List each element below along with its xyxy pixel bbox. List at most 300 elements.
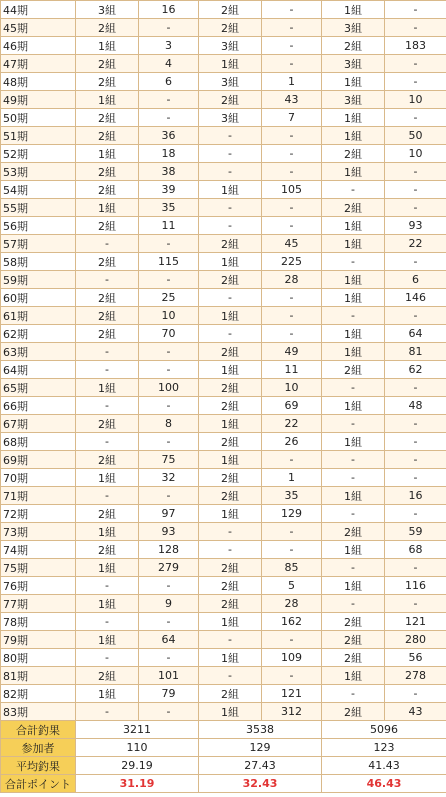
table-row (1, 163, 446, 181)
team-c-group-cell: 2組 (322, 199, 385, 217)
team-b-group-cell: 3組 (199, 37, 262, 55)
period-cell: 49期 (1, 91, 76, 109)
team-a-group-cell: 2組 (76, 451, 139, 469)
team-c-group-cell: 1組 (322, 289, 385, 307)
period-cell: 62期 (1, 325, 76, 343)
team-a-group-cell: - (76, 613, 139, 631)
summary-row (1, 757, 446, 775)
team-a-catch-cell: 279 (139, 559, 199, 577)
team-b-catch-cell: 312 (262, 703, 322, 721)
team-c-catch-cell: 56 (385, 649, 446, 667)
period-cell: 56期 (1, 217, 76, 235)
team-c-group-cell: 1組 (322, 109, 385, 127)
team-b-catch-cell: - (262, 325, 322, 343)
team-b-group-cell: 2組 (199, 1, 262, 19)
team-a-catch-cell: 100 (139, 379, 199, 397)
period-cell: 61期 (1, 307, 76, 325)
team-a-group-cell: 2組 (76, 127, 139, 145)
team-b-group-cell: - (199, 667, 262, 685)
team-b-group-cell: 1組 (199, 703, 262, 721)
summary-value-c: 5096 (322, 721, 446, 739)
period-cell: 60期 (1, 289, 76, 307)
team-c-catch-cell: 64 (385, 325, 446, 343)
team-a-catch-cell: 35 (139, 199, 199, 217)
summary-row (1, 775, 446, 793)
team-b-catch-cell: 85 (262, 559, 322, 577)
team-c-catch-cell: 121 (385, 613, 446, 631)
team-c-group-cell: - (322, 451, 385, 469)
table-row (1, 415, 446, 433)
table-row (1, 109, 446, 127)
team-b-group-cell: 2組 (199, 343, 262, 361)
summary-value-b: 129 (199, 739, 322, 757)
table-row (1, 145, 446, 163)
period-cell: 58期 (1, 253, 76, 271)
table-row (1, 325, 446, 343)
team-b-catch-cell: - (262, 289, 322, 307)
period-cell: 48期 (1, 73, 76, 91)
period-cell: 50期 (1, 109, 76, 127)
team-b-catch-cell: 28 (262, 595, 322, 613)
team-c-catch-cell: 146 (385, 289, 446, 307)
team-a-catch-cell: - (139, 235, 199, 253)
summary-value-b: 3538 (199, 721, 322, 739)
team-b-group-cell: 1組 (199, 415, 262, 433)
period-cell: 63期 (1, 343, 76, 361)
team-b-catch-cell: 35 (262, 487, 322, 505)
team-c-catch-cell: - (385, 451, 446, 469)
team-b-group-cell: - (199, 541, 262, 559)
team-b-group-cell: 2組 (199, 433, 262, 451)
team-c-catch-cell: 116 (385, 577, 446, 595)
team-b-catch-cell: 121 (262, 685, 322, 703)
team-c-group-cell: - (322, 595, 385, 613)
summary-value-a: 110 (76, 739, 199, 757)
table-row (1, 505, 446, 523)
period-cell: 52期 (1, 145, 76, 163)
team-a-group-cell: 2組 (76, 667, 139, 685)
team-b-group-cell: 1組 (199, 181, 262, 199)
team-c-group-cell: 2組 (322, 523, 385, 541)
team-b-catch-cell: 11 (262, 361, 322, 379)
team-c-group-cell: - (322, 307, 385, 325)
team-c-group-cell: 1組 (322, 217, 385, 235)
period-cell: 54期 (1, 181, 76, 199)
period-cell: 70期 (1, 469, 76, 487)
team-b-group-cell: 2組 (199, 379, 262, 397)
period-cell: 51期 (1, 127, 76, 145)
team-b-group-cell: - (199, 289, 262, 307)
period-cell: 74期 (1, 541, 76, 559)
summary-row (1, 721, 446, 739)
table-row (1, 595, 446, 613)
team-a-group-cell: - (76, 433, 139, 451)
table-row (1, 433, 446, 451)
team-c-catch-cell: - (385, 181, 446, 199)
period-cell: 66期 (1, 397, 76, 415)
team-a-catch-cell: 38 (139, 163, 199, 181)
team-a-group-cell: 1組 (76, 523, 139, 541)
team-a-catch-cell: 93 (139, 523, 199, 541)
team-c-group-cell: - (322, 415, 385, 433)
team-c-group-cell: - (322, 505, 385, 523)
team-a-catch-cell: 64 (139, 631, 199, 649)
team-a-catch-cell: 4 (139, 55, 199, 73)
team-b-catch-cell: - (262, 127, 322, 145)
period-cell: 69期 (1, 451, 76, 469)
team-c-group-cell: 2組 (322, 361, 385, 379)
team-b-catch-cell: - (262, 199, 322, 217)
period-cell: 67期 (1, 415, 76, 433)
team-b-group-cell: - (199, 217, 262, 235)
team-c-catch-cell: 59 (385, 523, 446, 541)
team-b-catch-cell: - (262, 217, 322, 235)
team-a-catch-cell: - (139, 343, 199, 361)
table-row (1, 235, 446, 253)
table-row (1, 307, 446, 325)
team-c-group-cell: 1組 (322, 325, 385, 343)
table-row (1, 649, 446, 667)
period-cell: 81期 (1, 667, 76, 685)
team-a-group-cell: - (76, 487, 139, 505)
team-a-group-cell: 2組 (76, 73, 139, 91)
team-b-group-cell: 2組 (199, 685, 262, 703)
team-c-group-cell: 3組 (322, 55, 385, 73)
team-c-catch-cell: 280 (385, 631, 446, 649)
team-a-catch-cell: 3 (139, 37, 199, 55)
team-a-catch-cell: 128 (139, 541, 199, 559)
period-cell: 79期 (1, 631, 76, 649)
team-b-group-cell: 1組 (199, 613, 262, 631)
summary-value-c: 46.43 (322, 775, 446, 793)
team-a-group-cell: - (76, 577, 139, 595)
team-b-catch-cell: 69 (262, 397, 322, 415)
team-a-catch-cell: 9 (139, 595, 199, 613)
period-cell: 45期 (1, 19, 76, 37)
team-a-group-cell: 2組 (76, 541, 139, 559)
period-cell: 77期 (1, 595, 76, 613)
team-b-catch-cell: - (262, 163, 322, 181)
team-a-group-cell: 2組 (76, 289, 139, 307)
team-b-group-cell: 2組 (199, 91, 262, 109)
team-c-catch-cell: 48 (385, 397, 446, 415)
team-a-catch-cell: 75 (139, 451, 199, 469)
team-a-catch-cell: 97 (139, 505, 199, 523)
team-b-group-cell: 3組 (199, 109, 262, 127)
period-cell: 75期 (1, 559, 76, 577)
team-c-catch-cell: 81 (385, 343, 446, 361)
team-a-catch-cell: - (139, 397, 199, 415)
team-a-catch-cell: 6 (139, 73, 199, 91)
table-row (1, 199, 446, 217)
team-c-catch-cell: - (385, 379, 446, 397)
period-cell: 72期 (1, 505, 76, 523)
table-row (1, 703, 446, 721)
team-c-catch-cell: 10 (385, 91, 446, 109)
table-row (1, 181, 446, 199)
team-b-group-cell: 2組 (199, 235, 262, 253)
team-b-catch-cell: - (262, 523, 322, 541)
team-b-catch-cell: 49 (262, 343, 322, 361)
period-cell: 80期 (1, 649, 76, 667)
team-b-catch-cell: - (262, 19, 322, 37)
team-b-group-cell: 2組 (199, 397, 262, 415)
team-b-catch-cell: 26 (262, 433, 322, 451)
team-c-catch-cell: 22 (385, 235, 446, 253)
team-b-catch-cell: - (262, 631, 322, 649)
summary-value-b: 27.43 (199, 757, 322, 775)
team-b-group-cell: 2組 (199, 595, 262, 613)
team-b-group-cell: 1組 (199, 649, 262, 667)
team-a-catch-cell: - (139, 109, 199, 127)
summary-value-c: 41.43 (322, 757, 446, 775)
team-a-catch-cell: - (139, 91, 199, 109)
team-b-catch-cell: - (262, 145, 322, 163)
team-b-group-cell: - (199, 325, 262, 343)
team-b-catch-cell: 7 (262, 109, 322, 127)
period-cell: 64期 (1, 361, 76, 379)
team-c-catch-cell: - (385, 595, 446, 613)
team-c-group-cell: - (322, 469, 385, 487)
table-row (1, 55, 446, 73)
table-row (1, 289, 446, 307)
team-b-catch-cell: - (262, 541, 322, 559)
team-c-catch-cell: - (385, 109, 446, 127)
results-table-body (1, 1, 446, 721)
period-cell: 65期 (1, 379, 76, 397)
team-a-group-cell: 1組 (76, 199, 139, 217)
team-a-group-cell: 1組 (76, 91, 139, 109)
period-cell: 76期 (1, 577, 76, 595)
team-a-group-cell: 2組 (76, 19, 139, 37)
team-b-group-cell: - (199, 631, 262, 649)
team-c-group-cell: 2組 (322, 631, 385, 649)
team-a-catch-cell: - (139, 487, 199, 505)
team-a-group-cell: 3組 (76, 1, 139, 19)
team-b-catch-cell: 5 (262, 577, 322, 595)
team-b-group-cell: 1組 (199, 307, 262, 325)
table-row (1, 361, 446, 379)
team-a-catch-cell: 8 (139, 415, 199, 433)
team-c-catch-cell: 10 (385, 145, 446, 163)
team-a-group-cell: - (76, 235, 139, 253)
team-b-catch-cell: - (262, 667, 322, 685)
team-c-catch-cell: - (385, 469, 446, 487)
team-c-catch-cell: 50 (385, 127, 446, 145)
table-row (1, 19, 446, 37)
team-a-catch-cell: - (139, 703, 199, 721)
team-a-group-cell: 1組 (76, 559, 139, 577)
table-row (1, 613, 446, 631)
period-cell: 73期 (1, 523, 76, 541)
team-c-group-cell: 1組 (322, 541, 385, 559)
team-c-catch-cell: 278 (385, 667, 446, 685)
team-a-catch-cell: - (139, 19, 199, 37)
team-a-group-cell: - (76, 703, 139, 721)
period-cell: 53期 (1, 163, 76, 181)
team-b-group-cell: - (199, 145, 262, 163)
period-cell: 68期 (1, 433, 76, 451)
table-row (1, 631, 446, 649)
team-b-group-cell: 2組 (199, 559, 262, 577)
team-a-group-cell: - (76, 397, 139, 415)
team-a-catch-cell: 16 (139, 1, 199, 19)
team-b-catch-cell: 162 (262, 613, 322, 631)
table-row (1, 523, 446, 541)
team-b-catch-cell: 10 (262, 379, 322, 397)
table-row (1, 91, 446, 109)
table-row (1, 667, 446, 685)
team-c-group-cell: 1組 (322, 127, 385, 145)
team-c-catch-cell: 43 (385, 703, 446, 721)
summary-value-a: 29.19 (76, 757, 199, 775)
team-b-catch-cell: 45 (262, 235, 322, 253)
team-b-catch-cell: - (262, 307, 322, 325)
team-c-catch-cell: - (385, 55, 446, 73)
team-a-group-cell: 1組 (76, 685, 139, 703)
team-c-group-cell: 2組 (322, 649, 385, 667)
team-c-group-cell: 1組 (322, 667, 385, 685)
team-b-group-cell: 1組 (199, 505, 262, 523)
team-c-catch-cell: 183 (385, 37, 446, 55)
team-b-catch-cell: - (262, 1, 322, 19)
team-b-group-cell: 1組 (199, 55, 262, 73)
team-c-catch-cell: - (385, 1, 446, 19)
team-a-group-cell: 2組 (76, 325, 139, 343)
team-a-catch-cell: 39 (139, 181, 199, 199)
team-b-group-cell: 3組 (199, 73, 262, 91)
team-b-catch-cell: 43 (262, 91, 322, 109)
team-a-catch-cell: - (139, 649, 199, 667)
team-a-group-cell: 1組 (76, 379, 139, 397)
team-c-group-cell: 1組 (322, 271, 385, 289)
team-c-group-cell: 2組 (322, 145, 385, 163)
team-c-group-cell: - (322, 379, 385, 397)
team-c-catch-cell: - (385, 505, 446, 523)
team-c-group-cell: 2組 (322, 613, 385, 631)
team-a-group-cell: 1組 (76, 631, 139, 649)
team-c-group-cell: 2組 (322, 37, 385, 55)
team-b-group-cell: 1組 (199, 361, 262, 379)
team-c-group-cell: 3組 (322, 19, 385, 37)
table-row (1, 469, 446, 487)
summary-table-body (1, 721, 446, 793)
team-b-catch-cell: 1 (262, 469, 322, 487)
team-c-group-cell: 1組 (322, 577, 385, 595)
table-row (1, 685, 446, 703)
team-c-catch-cell: - (385, 163, 446, 181)
summary-value-a: 31.19 (76, 775, 199, 793)
team-a-group-cell: 2組 (76, 181, 139, 199)
table-row (1, 559, 446, 577)
team-b-group-cell: - (199, 163, 262, 181)
team-a-catch-cell: 101 (139, 667, 199, 685)
team-a-group-cell: 1組 (76, 469, 139, 487)
summary-label: 合計ポイント (1, 775, 76, 793)
team-c-catch-cell: 16 (385, 487, 446, 505)
table-row (1, 541, 446, 559)
table-row (1, 451, 446, 469)
period-cell: 78期 (1, 613, 76, 631)
table-row (1, 127, 446, 145)
team-c-catch-cell: - (385, 199, 446, 217)
summary-value-a: 3211 (76, 721, 199, 739)
team-a-catch-cell: - (139, 361, 199, 379)
table-row (1, 343, 446, 361)
period-cell: 83期 (1, 703, 76, 721)
team-b-catch-cell: - (262, 451, 322, 469)
team-a-catch-cell: - (139, 577, 199, 595)
team-b-group-cell: 2組 (199, 487, 262, 505)
period-cell: 55期 (1, 199, 76, 217)
period-cell: 57期 (1, 235, 76, 253)
team-a-catch-cell: 25 (139, 289, 199, 307)
team-a-catch-cell: 70 (139, 325, 199, 343)
team-c-catch-cell: - (385, 19, 446, 37)
summary-label: 参加者 (1, 739, 76, 757)
team-c-group-cell: 3組 (322, 91, 385, 109)
team-b-group-cell: 1組 (199, 253, 262, 271)
team-a-group-cell: 2組 (76, 415, 139, 433)
team-a-group-cell: - (76, 343, 139, 361)
team-c-catch-cell: - (385, 307, 446, 325)
period-cell: 47期 (1, 55, 76, 73)
team-a-group-cell: - (76, 361, 139, 379)
period-cell: 59期 (1, 271, 76, 289)
team-a-group-cell: 2組 (76, 253, 139, 271)
team-b-catch-cell: - (262, 55, 322, 73)
summary-value-b: 32.43 (199, 775, 322, 793)
period-cell: 71期 (1, 487, 76, 505)
team-b-catch-cell: 225 (262, 253, 322, 271)
team-a-catch-cell: 115 (139, 253, 199, 271)
team-c-catch-cell: - (385, 433, 446, 451)
table-row (1, 379, 446, 397)
table-row (1, 487, 446, 505)
team-a-group-cell: 2組 (76, 109, 139, 127)
table-row (1, 271, 446, 289)
team-b-catch-cell: 1 (262, 73, 322, 91)
team-c-group-cell: 1組 (322, 397, 385, 415)
team-b-group-cell: 2組 (199, 469, 262, 487)
team-c-catch-cell: - (385, 415, 446, 433)
team-c-group-cell: - (322, 559, 385, 577)
team-b-catch-cell: 22 (262, 415, 322, 433)
team-a-group-cell: 2組 (76, 55, 139, 73)
team-a-catch-cell: 36 (139, 127, 199, 145)
table-row (1, 73, 446, 91)
team-a-group-cell: 1組 (76, 145, 139, 163)
team-c-catch-cell: 93 (385, 217, 446, 235)
team-c-group-cell: - (322, 253, 385, 271)
team-c-catch-cell: - (385, 559, 446, 577)
table-row (1, 397, 446, 415)
period-cell: 46期 (1, 37, 76, 55)
table-row (1, 1, 446, 19)
team-a-catch-cell: - (139, 271, 199, 289)
team-a-catch-cell: 79 (139, 685, 199, 703)
team-b-group-cell: 2組 (199, 577, 262, 595)
team-a-catch-cell: 11 (139, 217, 199, 235)
team-b-catch-cell: 105 (262, 181, 322, 199)
team-c-group-cell: 1組 (322, 163, 385, 181)
summary-label: 平均釣果 (1, 757, 76, 775)
team-a-group-cell: 2組 (76, 217, 139, 235)
team-b-group-cell: - (199, 199, 262, 217)
summary-row (1, 739, 446, 757)
team-a-group-cell: 2組 (76, 307, 139, 325)
summary-label: 合計釣果 (1, 721, 76, 739)
